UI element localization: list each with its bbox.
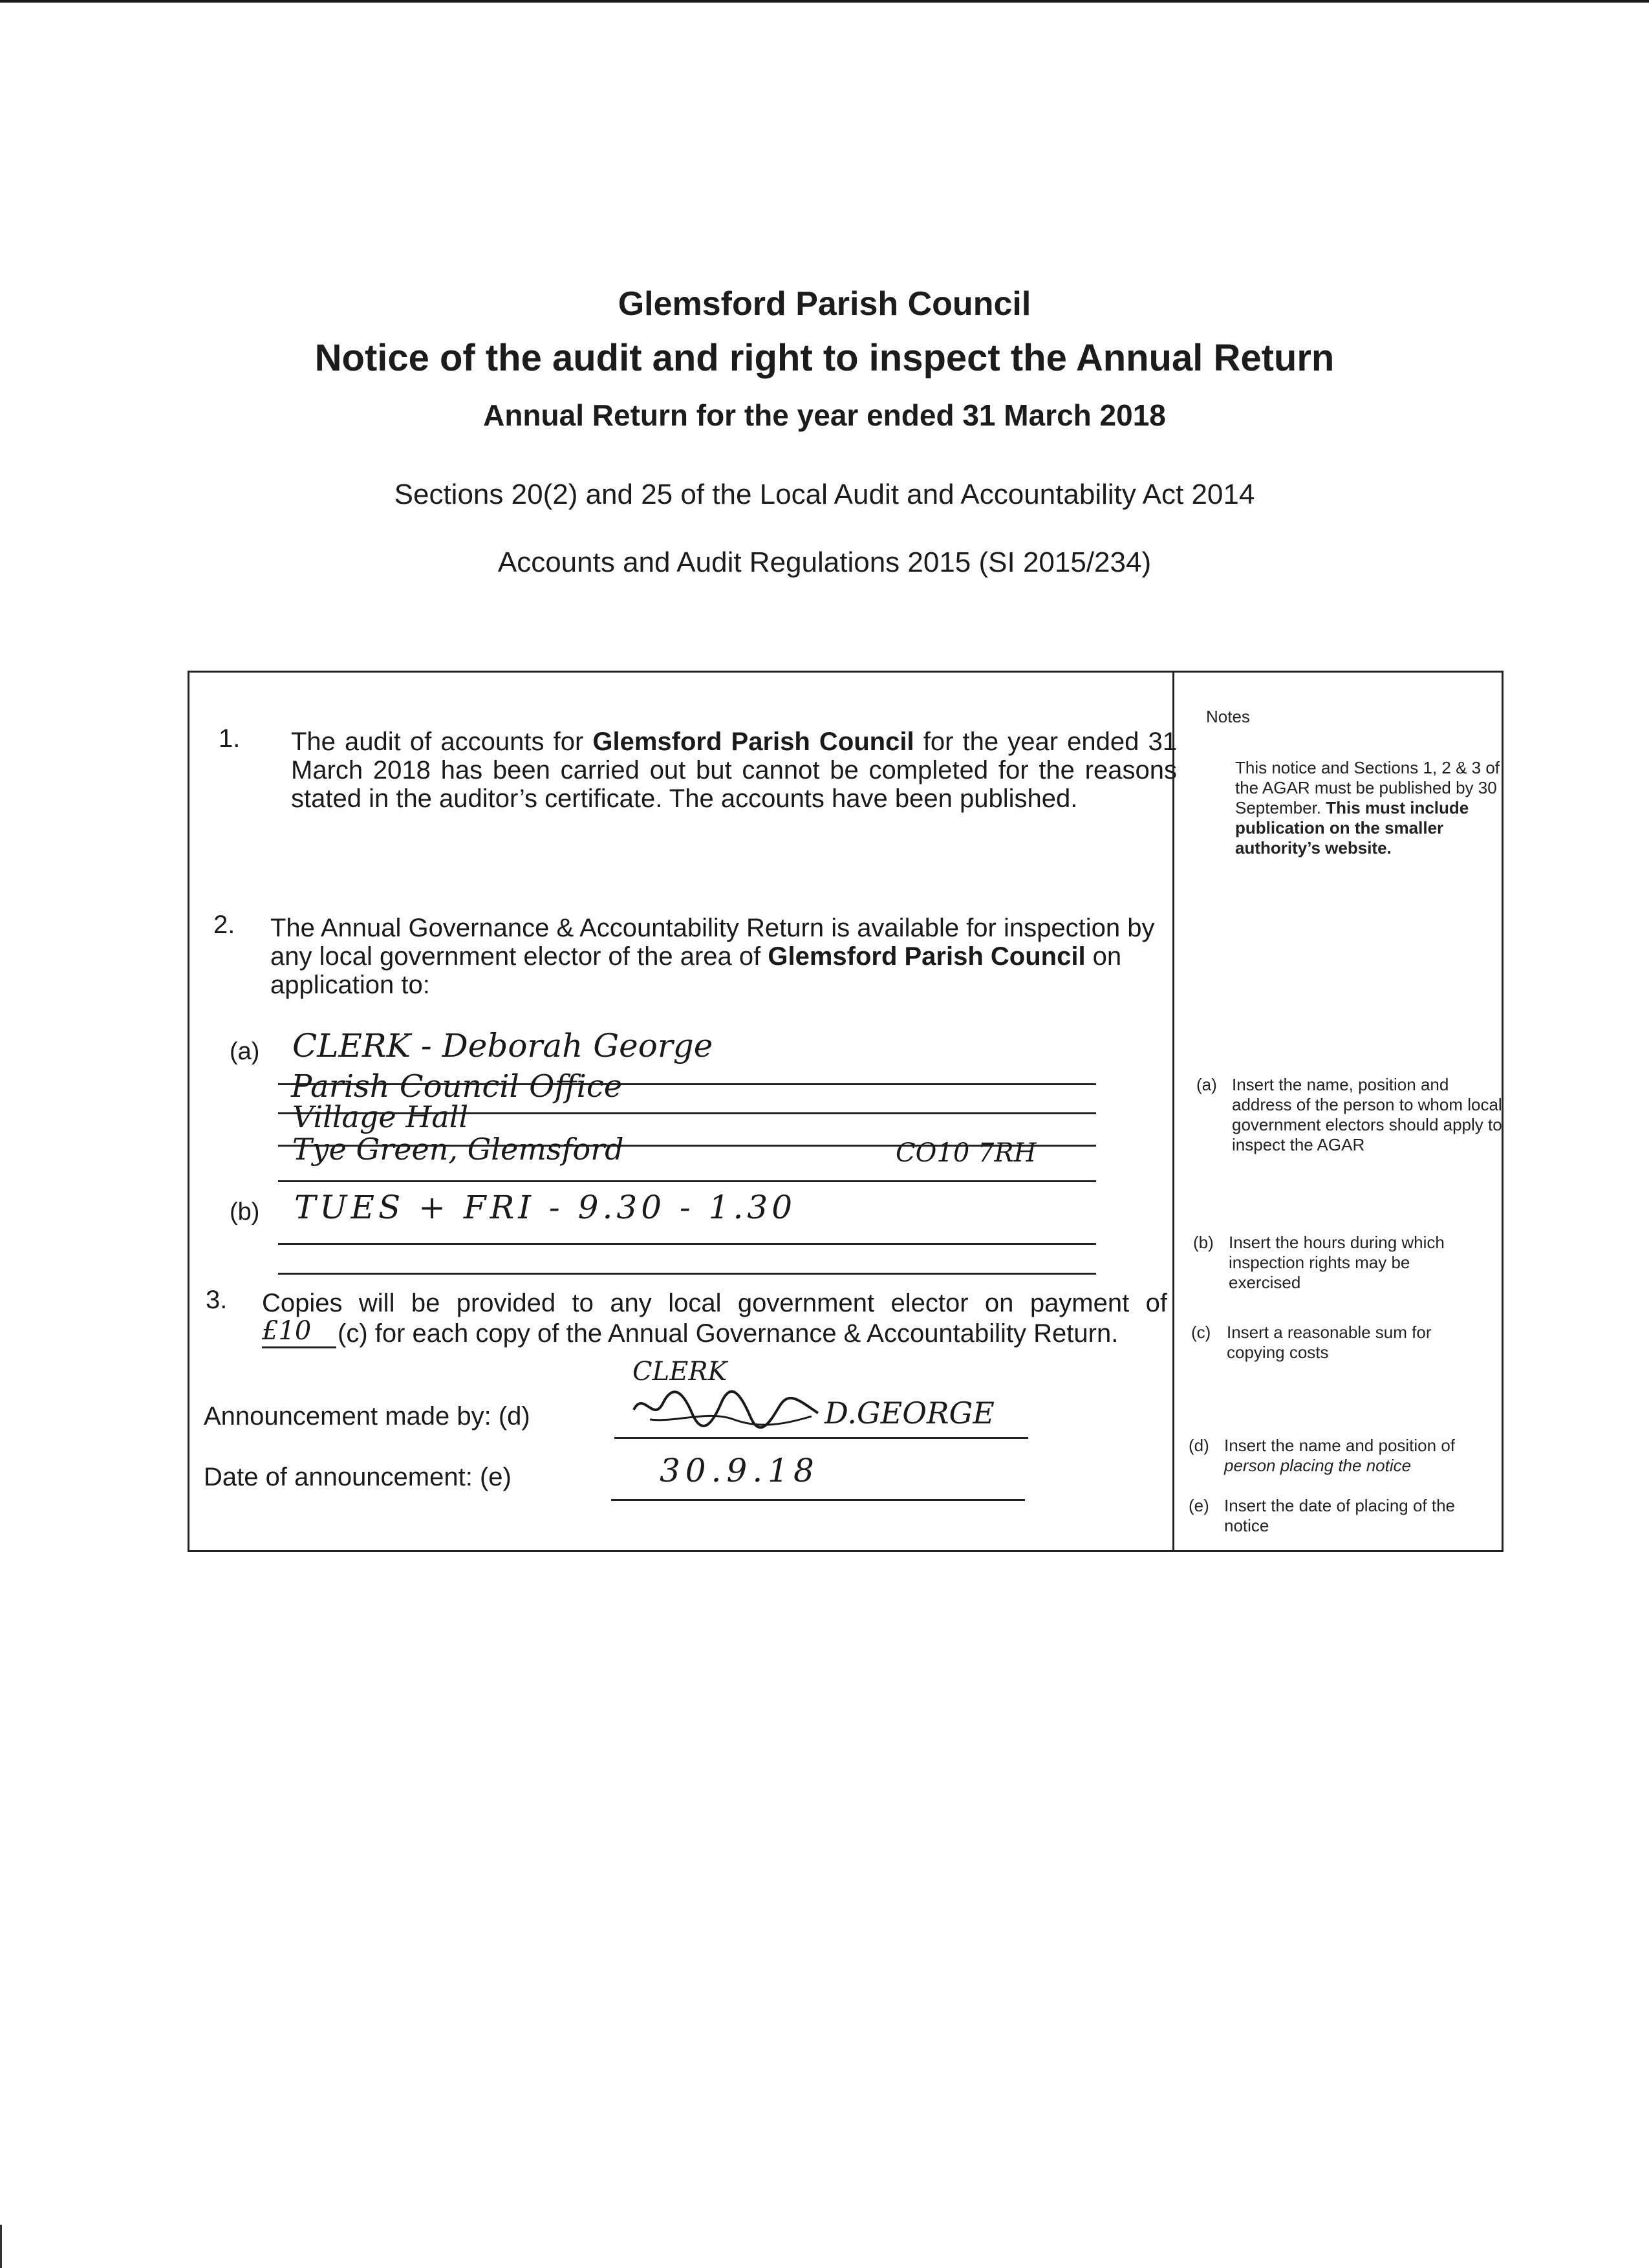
scan-edge-top: [0, 0, 1649, 3]
item-1-text: The audit of accounts for Glemsford Parish Council for the year ended 31 March 2018 has been carried out but cannot be completed for the reasons stated in the auditor’s certificate. The accounts have been published.: [291, 728, 1177, 813]
item-3-text-line2: (c) for each copy of the Annual Governance & Accountability Return.: [338, 1319, 1119, 1348]
handwritten-contact-name: CLERK - Deborah George: [292, 1027, 713, 1064]
note-b: (b) Insert the hours during which inspection rights may be exercised: [1193, 1233, 1445, 1292]
handwritten-announcement-date: 30.9.18: [660, 1452, 819, 1489]
item-3-number: 3.: [206, 1286, 228, 1314]
notes-title: Notes: [1206, 707, 1250, 726]
handwritten-copy-fee: £10: [262, 1316, 312, 1346]
sections-reference: Sections 20(2) and 25 of the Local Audit and Accountability Act 2014: [394, 479, 1255, 510]
signature-scribble: [630, 1384, 824, 1436]
note-publication: This notice and Sections 1, 2 & 3 of the AGAR must be published by 30 September. This must include publication on the smaller authority’s website.: [1235, 758, 1500, 858]
notice-title: Notice of the audit and right to inspect the Annual Return: [314, 337, 1335, 379]
note-d: (d) Insert the name and position of person placing the notice: [1189, 1436, 1456, 1475]
label-b: (b): [230, 1198, 260, 1226]
announcement-signature-line: [614, 1437, 1028, 1439]
label-a: (a): [230, 1038, 260, 1065]
handwritten-inspection-hours: TUES + FRI - 9.30 - 1.30: [294, 1189, 797, 1226]
announcement-made-by-label: Announcement made by: (d): [204, 1402, 530, 1431]
note-a: (a) Insert the name, position and address of the person to whom local government electors should apply to inspect the AGAR: [1196, 1075, 1502, 1154]
item-3-text-line1: Copies will be provided to any local government elector on payment of: [262, 1289, 1167, 1317]
note-c: (c) Insert a reasonable sum for copying costs: [1191, 1323, 1432, 1362]
date-of-announcement-label: Date of announcement: (e): [204, 1463, 512, 1491]
handwritten-clerk-role: CLERK: [632, 1357, 727, 1387]
handwritten-locality: Tye Green, Glemsford: [292, 1132, 624, 1167]
handwritten-announcer-name: D.GEORGE: [824, 1396, 995, 1431]
handwritten-postcode: CO10 7RH: [896, 1138, 1037, 1168]
regulations-reference: Accounts and Audit Regulations 2015 (SI 2015/234): [497, 546, 1152, 578]
note-e: (e) Insert the date of placing of the notice: [1189, 1496, 1456, 1535]
entry-line: [278, 1180, 1096, 1182]
handwritten-office: Parish Council Office: [291, 1068, 623, 1105]
entry-line: [278, 1243, 1096, 1245]
entry-line: [278, 1273, 1096, 1275]
date-entry-line: [611, 1499, 1025, 1501]
council-name-heading: Glemsford Parish Council: [618, 285, 1031, 323]
year-ended-line: Annual Return for the year ended 31 March 2018: [483, 398, 1166, 432]
fee-entry-line: [262, 1346, 336, 1348]
item-2-number: 2.: [213, 911, 235, 939]
item-2-text: The Annual Governance & Accountability Return is available for inspection by any local government elector of the area of Glemsford Parish Council on application to:: [270, 914, 1155, 999]
item-1-number: 1.: [219, 724, 241, 753]
scan-edge-left: [0, 2225, 2, 2268]
handwritten-building: Village Hall: [292, 1099, 469, 1134]
